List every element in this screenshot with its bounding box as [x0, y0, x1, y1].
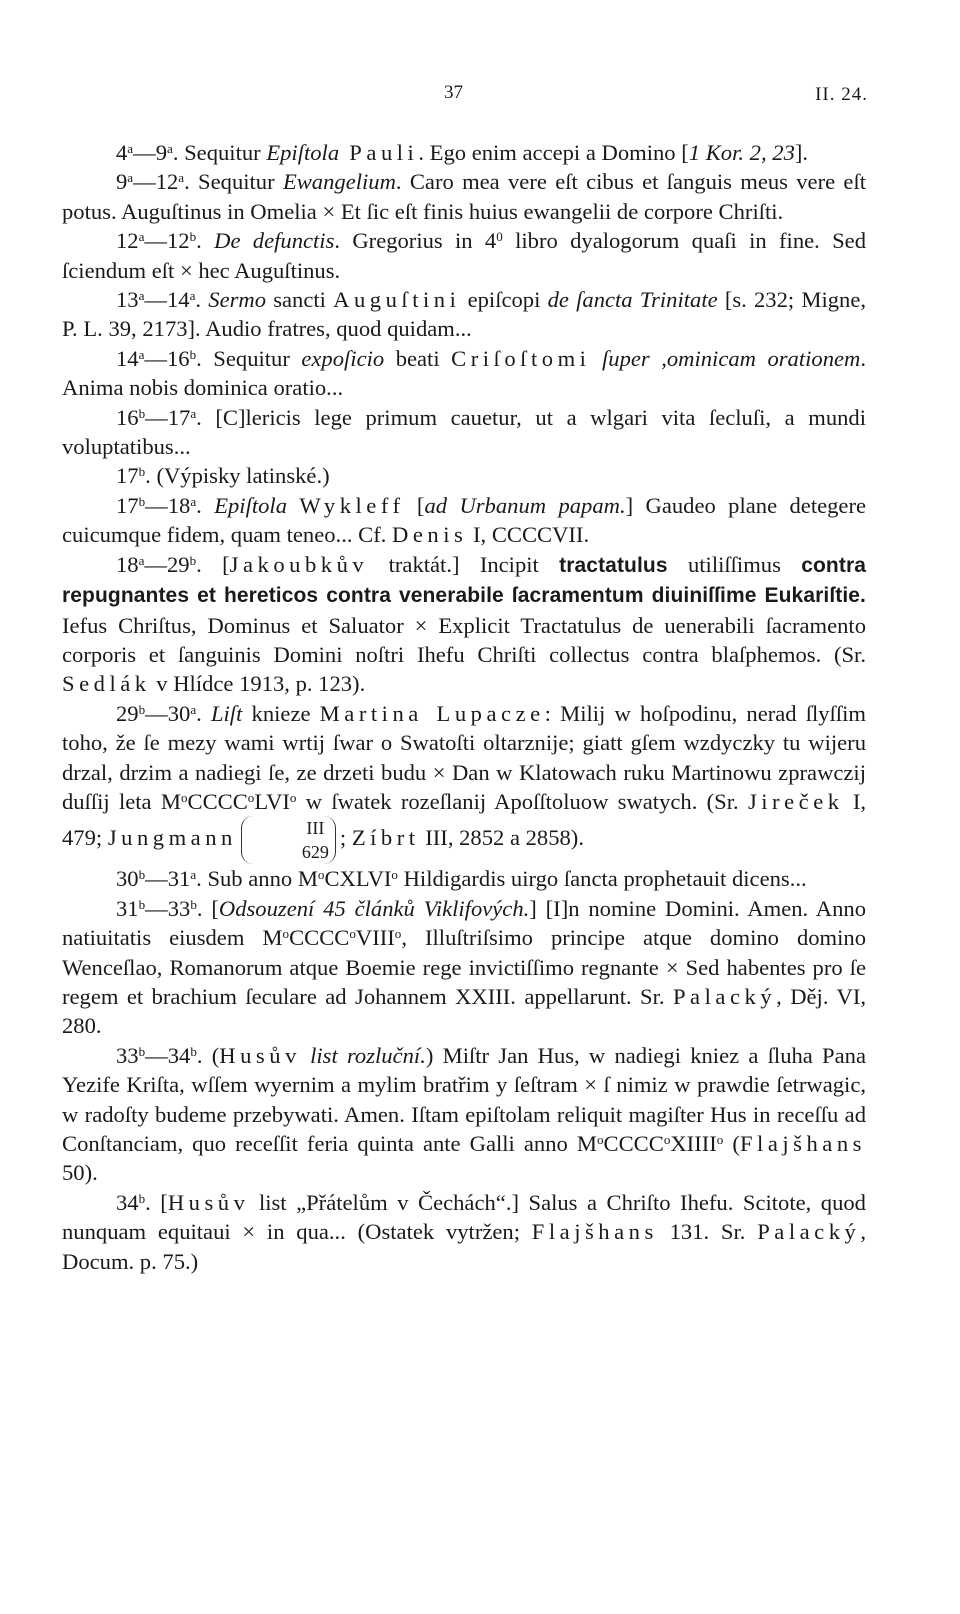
page-number: 37	[444, 82, 463, 103]
entry-3: 12$^a$—12$^b$. De defunctis. Gregorius in $4^0$ libro dyalogorum quaſi in fine. Sed ſciendum eſt × hec Auguſtinus.	[62, 228, 867, 283]
jungmann-reference: III 629	[241, 816, 336, 864]
entry-7: 17$^b$. (Výpisky latinské.)	[116, 463, 330, 489]
entry-2: 9$^a$—12$^a$. Sequitur Ewangelium. Caro mea vere eſt cibus et ſanguis meus vere eſt potus. Auguſtinus in Omelia × Et ſic eſt finis huius ewangelii de corpore Chriſti.	[62, 169, 866, 224]
catalog-body	[62, 138, 866, 1276]
entry-12: 31$^b$—33$^b$. [Odsouzení 45 článků Viklifových.] [I]n nomine Domini. Amen. Anno natiuitatis eiusdem $M^oCCCC^oVIII^o$, Illuſtriſsimo principe atque domino domino Wenceſlao, Romanorum atque Boemie rege invictiſſimo regnante × Sed habentes pro ſe regem et brachium ſeculare ad Johannem XXIII. appellarunt. Sr. Palacký, Děj. VI, 280.	[62, 895, 866, 1039]
entry-6: 16$^b$—17$^a$. [C]lericis lege primum cauetur, ut a wlgari vita ſecluſi, a mundi voluptatibus...	[62, 404, 866, 460]
entry-8: 17$^b$—18$^a$. Epiſtola Wykleff [ad Urbanum papam.] Gaudeo plane detegere cuicumque fidem, quam teneo... Cf. Denis I, CCCCVII.	[62, 492, 866, 548]
entry-1: 4$^a$—9$^a$. Sequitur Epiſtola Pauli. Ego enim accepi a Domino [1 Kor. 2, 23].	[116, 140, 809, 165]
entry-14: 34$^b$. [Husův list „Přátelům v Čechách“.] Salus a Chriſto Ihefu. Scitote, quod nunquam equitaui × in qua... (Ostatek vytržen; Flajšhans 131. Sr. Palacký, Docum. p. 75.)	[62, 1189, 867, 1274]
entry-10: 29$^b$—30$^a$. Liſt knieze Martina Lupacze: Milij w hoſpodinu, nerad ſlyſſim toho, že ſe mezy wami wrtij ſwar o Swatoſti oltarznije; giatt gſem wzdyczky tu wijeru drzal, drzim a nadiegi ſe, ze drzeti budu × Dan w Klatowach ruku Martinowu zprawczij duſſij leta $M^oCCCC^oLVI^o$ w ſwatek rozeſlanij Apoſſtoluow swatych. (Sr. Jireček I, 479; Jungmann III 629 ; Zíbrt III, 2852 a 2858).	[62, 700, 867, 863]
entry-13: 33$^b$—34$^b$. (Husův list rozluční.) Miſtr Jan Hus, w nadiegi kniez a ſluha Pana Yezife Kriſta, wſſem wyernim a mylim bratřim y ſeſtram × ſ nimiz w prawdie ſetrwagic, w radoſty budeme przebywati. Amen. Iſtam epiſtolam reliquit magiſter Hus in receſſu ad Conſtanciam, quo receſſit feria quinta ante Galli anno $M^oCCCC^oXIIII^o$ (Flajšhans 50).	[62, 1042, 866, 1186]
entry-4: 13$^a$—14$^a$. Sermo sancti Auguſtini epiſcopi de ſancta Trinitate [s. 232; Migne, P. L. 39, 2173]. Audio fratres, quod quidam...	[62, 287, 867, 342]
entry-5: 14$^a$—16$^b$. Sequitur expoſicio beati Criſoſtomi ſuper ,ominicam orationem. Anima nobis dominica oratio...	[62, 345, 866, 401]
signature-mark: II. 24.	[815, 84, 868, 105]
entry-11: 30$^b$—31$^a$. Sub anno $M^oCXLVI^o$ Hildigardis uirgo ſancta prophetauit dicens...	[116, 866, 807, 892]
entry-9: 18$^a$—29$^b$. [Jakoubkův traktát.] Incipit tractatulus utiliſſimus contra repugnantes et hereticos contra venerabile ſacramentum diuiniſſime Eukariſtie. Iefus Chriſtus, Dominus et Saluator × Explicit Tractatulus de uenerabili ſacramento corporis et ſanguinis Domini noſtri Ihefu Chriſti collectus contra blaſphemos. (Sr. Sedlák v Hlídce 1913, p. 123).	[62, 551, 866, 697]
